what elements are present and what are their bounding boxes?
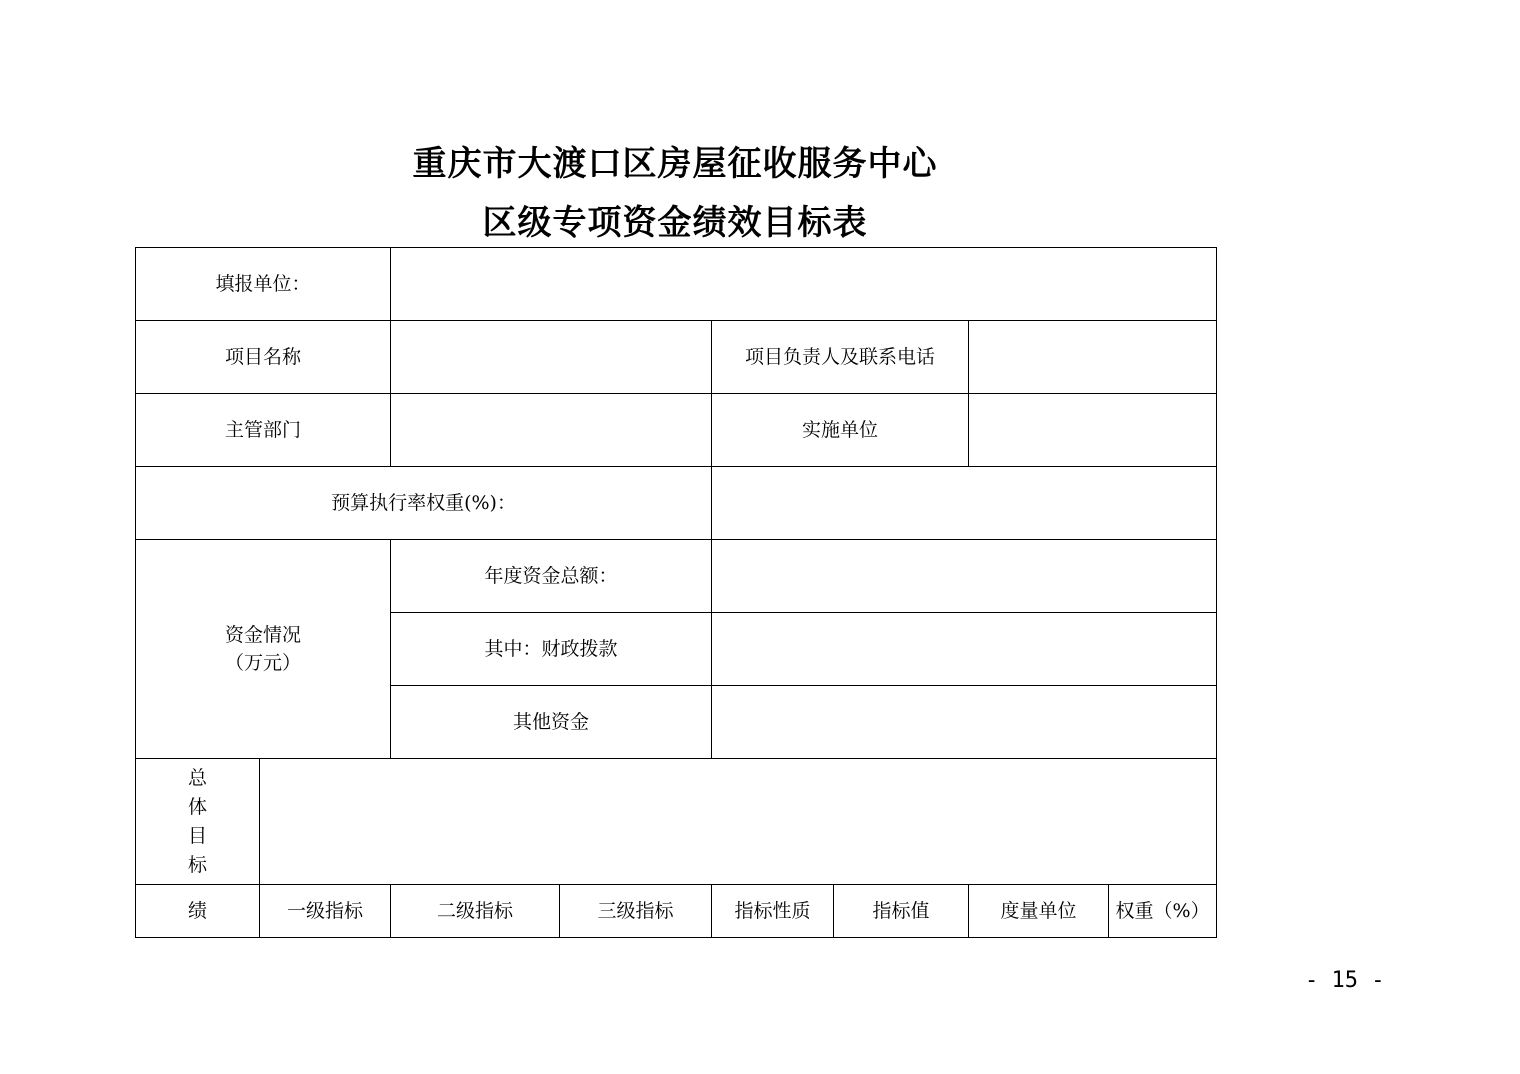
department-label: 主管部门 — [136, 394, 391, 467]
overall-goal-label-text: 总体目标 — [187, 766, 207, 876]
project-name-label: 项目名称 — [136, 321, 391, 394]
funds-label-line2: （万元） — [225, 652, 302, 674]
project-name-field[interactable] — [391, 321, 712, 394]
document-title-line2: 区级专项资金绩效目标表 — [482, 203, 868, 243]
indicator-header-3: 三级指标 — [560, 885, 712, 938]
implementing-unit-label: 实施单位 — [712, 394, 969, 467]
budget-weight-label: 预算执行率权重(%)： — [136, 467, 712, 540]
reporting-unit-label: 填报单位： — [136, 248, 391, 321]
indicator-header-2: 二级指标 — [391, 885, 560, 938]
other-funds-field[interactable] — [712, 686, 1217, 759]
funds-label — [136, 540, 391, 759]
project-leader-field[interactable] — [969, 321, 1217, 394]
indicator-header-0: 绩 — [136, 885, 260, 938]
funds-label-line1: 资金情况 — [225, 623, 302, 646]
budget-weight-field[interactable] — [712, 467, 1217, 540]
indicator-header-5: 指标值 — [834, 885, 969, 938]
page-number: - 15 - — [1305, 968, 1385, 993]
indicator-header-4: 指标性质 — [712, 885, 834, 938]
indicator-header-7: 权重（%） — [1109, 885, 1217, 938]
annual-total-field[interactable] — [712, 540, 1217, 613]
overall-goal-label — [136, 759, 260, 885]
annual-total-label: 年度资金总额： — [391, 540, 712, 613]
implementing-unit-field[interactable] — [969, 394, 1217, 467]
fiscal-allocation-label: 其中：财政拨款 — [391, 613, 712, 686]
reporting-unit-field[interactable] — [391, 248, 1217, 321]
indicator-header-1: 一级指标 — [260, 885, 391, 938]
performance-goal-table — [135, 247, 1217, 938]
indicator-header-6: 度量单位 — [969, 885, 1109, 938]
fiscal-allocation-field[interactable] — [712, 613, 1217, 686]
department-field[interactable] — [391, 394, 712, 467]
overall-goal-field[interactable] — [260, 759, 1217, 885]
other-funds-label: 其他资金 — [391, 686, 712, 759]
project-leader-label: 项目负责人及联系电话 — [712, 321, 969, 394]
document-title-line1: 重庆市大渡口区房屋征收服务中心 — [412, 144, 938, 184]
